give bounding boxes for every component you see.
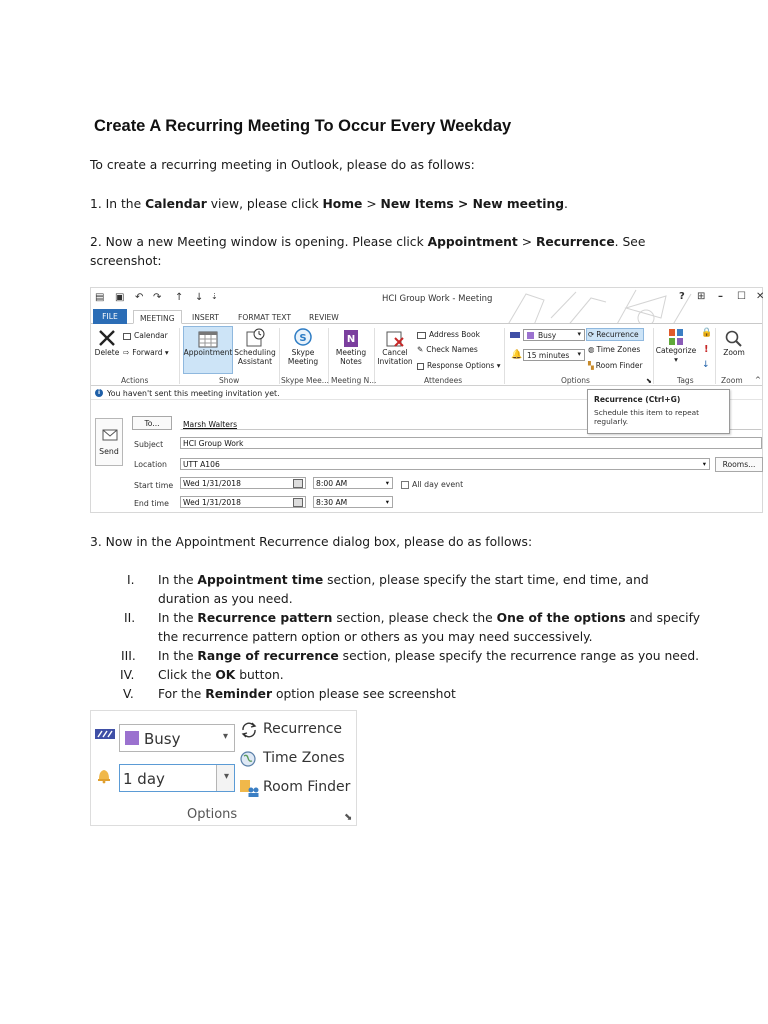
- skype-meeting-label: Meeting: [287, 357, 319, 366]
- forward-label: Forward: [132, 348, 163, 357]
- zoom-button[interactable]: [717, 330, 751, 357]
- onenote-icon: [341, 328, 361, 348]
- substep-text: button.: [235, 668, 284, 682]
- response-options-label: Response Options: [427, 361, 495, 370]
- svg-text:N: N: [346, 334, 356, 345]
- group-label-show: Show: [219, 376, 240, 385]
- substep-bold: OK: [215, 668, 236, 682]
- substep-bold: Reminder: [205, 687, 273, 701]
- substep-text: and specify: [625, 611, 700, 625]
- tab-format-text[interactable]: FORMAT TEXT: [238, 313, 291, 322]
- send-label: Send: [99, 447, 119, 456]
- substep-1-line-2: duration as you need.: [158, 592, 293, 606]
- start-time-field[interactable]: [313, 477, 393, 489]
- substep-text: For the: [158, 687, 206, 701]
- recurrence-icon: ⟳: [588, 330, 595, 339]
- substep-text: section, please check the: [332, 611, 497, 625]
- group-label-attendees: Attendees: [424, 376, 463, 385]
- send-button[interactable]: [95, 418, 123, 466]
- scheduling-assistant-icon: [245, 328, 265, 348]
- skype-icon: [293, 328, 313, 348]
- info-bar-text: You haven't sent this meeting invitation yet.: [107, 389, 280, 398]
- response-dropdown-icon: ▾: [496, 361, 501, 370]
- tooltip-description: Schedule this item to repeat regularly.: [594, 408, 700, 426]
- separator: [715, 328, 716, 384]
- busy-color-swatch: [527, 332, 534, 339]
- room-finder-icon: [239, 779, 259, 797]
- address-book-label: Address Book: [429, 330, 480, 339]
- cancel-invitation-icon: [385, 330, 405, 348]
- tab-review[interactable]: REVIEW: [309, 313, 339, 322]
- appointment-button[interactable]: [183, 330, 233, 357]
- substep-text: section, please specify the recurrence range as you need.: [338, 649, 700, 663]
- end-time-value: 8:30 AM: [316, 498, 348, 507]
- recurrence-label: Recurrence: [596, 330, 639, 339]
- scheduling-assistant-button[interactable]: [234, 328, 276, 366]
- meeting-notes-label: Meeting: [335, 348, 367, 357]
- page-title: Create A Recurring Meeting To Occur Every Weekday: [94, 117, 512, 135]
- show-as-value: Busy: [538, 331, 557, 340]
- tooltip-title: Recurrence (Ctrl+G): [594, 395, 681, 404]
- title-bar: [91, 288, 765, 308]
- response-options-icon: [417, 363, 424, 370]
- save-icon[interactable]: ▣: [115, 292, 125, 303]
- invitation-label: Invitation: [377, 357, 413, 366]
- location-value: UTT A106: [183, 460, 220, 469]
- step-2-appointment: Appointment: [427, 235, 518, 249]
- ribbon: [91, 324, 762, 386]
- substep-1: [158, 571, 649, 590]
- substep-bold: Recurrence pattern: [197, 611, 333, 625]
- substep-bold: Range of recurrence: [197, 649, 339, 663]
- substep-bold: Appointment time: [197, 573, 324, 587]
- busy-color-swatch: [125, 731, 139, 745]
- down-arrow-icon[interactable]: ↓: [195, 292, 204, 303]
- customize-qat-icon[interactable]: ⇣: [211, 292, 218, 301]
- start-time-value: 8:00 AM: [316, 479, 348, 488]
- low-importance-icon[interactable]: ↓: [702, 360, 710, 370]
- meeting-notes-button[interactable]: [331, 328, 371, 366]
- time-zones-button[interactable]: [588, 345, 640, 354]
- forward-dropdown-icon: ▾: [164, 348, 169, 357]
- end-date-value: Wed 1/31/2018: [183, 498, 241, 507]
- end-time-label: End time: [134, 499, 169, 508]
- step-1-end: .: [564, 197, 568, 211]
- location-label: Location: [134, 460, 167, 469]
- location-field[interactable]: [180, 458, 710, 470]
- start-date-field[interactable]: [180, 477, 306, 489]
- show-as-dropdown[interactable]: [119, 724, 235, 752]
- step-2-end: . See: [614, 235, 646, 249]
- calendar-picker-icon[interactable]: [293, 498, 303, 507]
- response-options-button[interactable]: [417, 361, 501, 370]
- calendar-button[interactable]: [123, 331, 168, 340]
- substep-3: [158, 647, 699, 666]
- step-2-prefix: 2. Now a new Meeting window is opening. Please click: [90, 235, 428, 249]
- rooms-button[interactable]: Rooms...: [715, 457, 763, 472]
- check-names-icon: ✎: [417, 345, 424, 354]
- tab-insert[interactable]: INSERT: [192, 313, 219, 322]
- show-as-icon: [510, 332, 520, 338]
- start-date-value: Wed 1/31/2018: [183, 479, 241, 488]
- tab-meeting[interactable]: MEETING: [133, 310, 182, 324]
- chevron-down-icon: ▾: [385, 479, 389, 487]
- redo-icon[interactable]: ↷: [153, 292, 162, 303]
- recurrence-button[interactable]: [239, 721, 343, 743]
- lock-icon[interactable]: 🔒: [701, 328, 713, 338]
- room-finder-icon: ▚: [588, 361, 594, 370]
- scheduling-label: Scheduling: [234, 348, 276, 357]
- substep-5: [158, 685, 456, 704]
- substep-bold: One of the options: [496, 611, 626, 625]
- window-title: HCI Group Work - Meeting: [382, 294, 493, 304]
- calendar-icon: [123, 333, 131, 340]
- step-2-line-2: screenshot:: [90, 254, 162, 268]
- reminder-dropdown[interactable]: [523, 349, 585, 361]
- appointment-label: Appointment: [183, 348, 233, 357]
- step-3: 3. Now in the Appointment Recurrence dialog box, please do as follows:: [90, 535, 533, 549]
- step-1-home: Home: [322, 197, 363, 211]
- categorize-icon: [668, 328, 684, 346]
- substep-1-num: I.: [127, 573, 135, 587]
- all-day-label: All day event: [412, 480, 464, 489]
- send-icon: [102, 429, 118, 441]
- forward-button[interactable]: [123, 348, 169, 357]
- substep-2: [158, 609, 700, 628]
- substep-2-num: II.: [124, 611, 136, 625]
- check-names-label: Check Names: [426, 345, 478, 354]
- delete-icon: [97, 328, 117, 348]
- step-2-sep: >: [517, 235, 536, 249]
- step-1-new-items: New Items > New meeting: [380, 197, 565, 211]
- delete-button[interactable]: [93, 328, 121, 357]
- close-icon[interactable]: ✕: [756, 291, 765, 302]
- show-as-dropdown[interactable]: [523, 329, 585, 341]
- substep-5-num: V.: [123, 687, 134, 701]
- end-time-field[interactable]: [313, 496, 393, 508]
- group-label-skype: Skype Mee...: [281, 376, 329, 385]
- recurrence-tooltip: [587, 389, 730, 434]
- notes-label: Notes: [340, 357, 362, 366]
- calendar-label: Calendar: [134, 331, 168, 340]
- recurrence-icon: [239, 721, 259, 739]
- group-label-actions: Actions: [121, 376, 149, 385]
- step-2: [90, 233, 645, 252]
- dialog-launcher-icon[interactable]: ⬊: [646, 377, 652, 385]
- cancel-invitation-button[interactable]: [376, 330, 414, 366]
- info-icon: i: [95, 389, 103, 397]
- substep-text: option please see screenshot: [272, 687, 456, 701]
- check-names-button[interactable]: [417, 345, 478, 354]
- tab-file[interactable]: FILE: [93, 309, 127, 324]
- step-1-prefix: 1. In the: [90, 197, 146, 211]
- group-label-meeting-notes: Meeting N...: [331, 376, 377, 385]
- separator: [279, 328, 280, 384]
- zoom-icon: [725, 330, 743, 348]
- up-arrow-icon[interactable]: ↑: [175, 292, 184, 303]
- room-finder-label: Room Finder: [595, 361, 643, 370]
- globe-icon: ◍: [588, 345, 595, 354]
- separator: [653, 328, 654, 384]
- options-group-screenshot: [90, 710, 357, 826]
- substep-3-num: III.: [121, 649, 136, 663]
- chevron-down-icon: ▾: [702, 460, 706, 468]
- end-date-field[interactable]: [180, 496, 306, 508]
- minimize-icon[interactable]: –: [718, 291, 723, 302]
- step-1-sep: >: [362, 197, 381, 211]
- time-zones-label: Time Zones: [596, 345, 641, 354]
- collapse-ribbon-icon[interactable]: ^: [755, 376, 761, 384]
- reminder-bell-icon: 🔔: [511, 350, 523, 360]
- address-book-button[interactable]: [417, 330, 480, 339]
- subject-field[interactable]: HCI Group Work: [180, 437, 762, 449]
- categorize-button[interactable]: [655, 328, 697, 364]
- options-group-label: Options: [187, 807, 238, 822]
- skype-meeting-button[interactable]: [281, 328, 325, 366]
- globe-icon: [239, 750, 257, 768]
- calendar-picker-icon[interactable]: [293, 479, 303, 488]
- substep-2-line-2: the recurrence pattern option or others as you may need successively.: [158, 630, 593, 644]
- reminder-value: 1 day: [123, 770, 165, 788]
- help-icon[interactable]: ?: [679, 291, 685, 302]
- subject-label: Subject: [134, 440, 164, 449]
- to-button[interactable]: To...: [132, 416, 172, 430]
- appointment-icon: [198, 330, 218, 348]
- zoom-label: Zoom: [723, 348, 745, 357]
- substep-4: [158, 666, 284, 685]
- substep-text: In the: [158, 611, 198, 625]
- undo-icon[interactable]: ↶: [135, 292, 144, 303]
- reminder-dropdown[interactable]: [119, 764, 235, 792]
- chevron-down-icon: ▾: [385, 498, 389, 506]
- address-book-icon: [417, 332, 426, 339]
- substep-4-num: IV.: [120, 668, 135, 682]
- svg-text:S: S: [299, 333, 307, 344]
- group-label-tags: Tags: [677, 376, 694, 385]
- calendar-qat-icon[interactable]: ▤: [95, 292, 105, 303]
- outlook-meeting-screenshot: [90, 287, 763, 513]
- substep-text: In the: [158, 649, 198, 663]
- show-as-value: Busy: [144, 730, 181, 748]
- time-zones-label: Time Zones: [263, 750, 345, 766]
- separator: [504, 328, 505, 384]
- chevron-down-icon: ▾: [577, 350, 581, 358]
- recurrence-label: Recurrence: [263, 721, 343, 737]
- ribbon-display-icon[interactable]: ⊞: [697, 291, 706, 302]
- room-finder-button[interactable]: [239, 779, 351, 801]
- separator: [179, 328, 180, 384]
- skype-label: Skype: [291, 348, 315, 357]
- chevron-down-icon: ▾: [577, 330, 581, 338]
- time-zones-button[interactable]: [239, 750, 345, 772]
- recurrence-button[interactable]: [588, 330, 639, 339]
- maximize-icon[interactable]: ☐: [737, 291, 746, 302]
- chevron-down-icon: ▾: [223, 771, 229, 782]
- ribbon-tabs: [91, 308, 762, 324]
- to-field[interactable]: Marsh Walters: [180, 418, 762, 430]
- step-1-mid: view, please click: [206, 197, 323, 211]
- all-day-checkbox[interactable]: [401, 481, 409, 489]
- group-label-zoom: Zoom: [721, 376, 743, 385]
- chevron-down-icon: ▾: [222, 731, 228, 742]
- dialog-launcher-icon[interactable]: ⬊: [344, 812, 353, 823]
- categorize-dropdown-icon: ▾: [674, 355, 678, 364]
- delete-label: Delete: [94, 348, 120, 357]
- step-2-recurrence: Recurrence: [535, 235, 615, 249]
- room-finder-label: Room Finder: [263, 779, 351, 795]
- show-as-icon: [95, 729, 115, 739]
- substep-text: In the: [158, 573, 198, 587]
- reminder-value: 15 minutes: [527, 351, 570, 360]
- step-1: [90, 195, 568, 214]
- assistant-label: Assistant: [237, 357, 273, 366]
- substep-text: Click the: [158, 668, 216, 682]
- substep-text: section, please specify the start time, end time, and: [323, 573, 649, 587]
- categorize-label: Categorize: [655, 346, 697, 355]
- high-importance-icon[interactable]: !: [704, 344, 709, 355]
- forward-icon: ⇨: [123, 348, 130, 357]
- bell-icon: [97, 767, 111, 783]
- step-1-calendar: Calendar: [145, 197, 207, 211]
- intro-paragraph: To create a recurring meeting in Outlook, please do as follows:: [90, 158, 475, 172]
- group-label-options: Options: [561, 376, 590, 385]
- room-finder-button[interactable]: [588, 361, 643, 370]
- start-time-label: Start time: [134, 481, 174, 490]
- cancel-label: Cancel: [382, 348, 408, 357]
